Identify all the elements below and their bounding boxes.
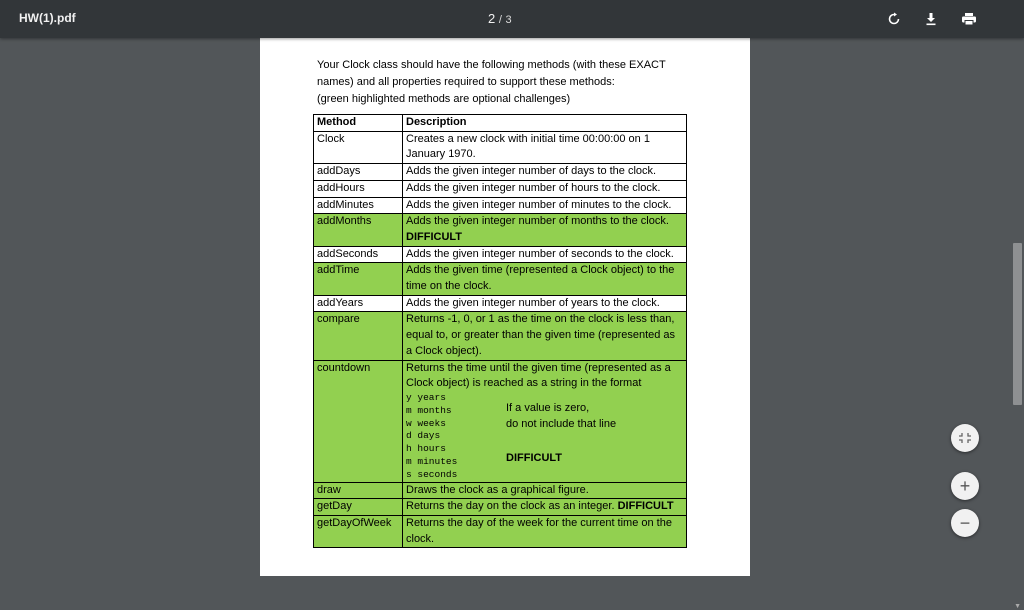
method-description [403, 360, 687, 482]
table-row [314, 197, 687, 214]
difficult-label: DIFFICULT [406, 230, 463, 243]
difficult-label: DIFFICULT [506, 451, 563, 464]
zoom-in-icon: + [959, 475, 971, 496]
method-name: countdown [314, 360, 403, 482]
description-text: Adds the given integer number of months to the clock. [406, 215, 669, 228]
rotate-button[interactable] [885, 10, 903, 28]
intro-text [317, 57, 697, 108]
method-description: Adds the given integer number of hours to the clock. [403, 180, 687, 197]
table-row-highlighted [314, 214, 687, 246]
method-description: Returns -1, 0, or 1 as the time on the clock is less than, equal to, or greater than the given time (represented as a Clock object). [403, 312, 687, 360]
format-block [406, 392, 683, 482]
method-description: Adds the given time (represented a Clock object) to the time on the clock. [403, 263, 687, 295]
method-description: Adds the given integer number of minutes to the clock. [403, 197, 687, 214]
table-row [314, 295, 687, 312]
scroll-down-arrow[interactable]: ▼ [1014, 603, 1021, 610]
table-row-highlighted [314, 312, 687, 360]
fit-page-icon [959, 432, 971, 444]
page-current[interactable]: 2 [488, 11, 496, 26]
method-description: Returns the day of the week for the current time on the clock. [403, 515, 687, 547]
table-header-row [314, 115, 687, 132]
page-indicator [488, 11, 512, 26]
description-text: Returns the day on the clock as an integer. [406, 500, 615, 513]
table-row [314, 131, 687, 163]
header-method: Method [314, 115, 403, 132]
format-line: w weeks [406, 417, 446, 429]
header-description: Description [403, 115, 687, 132]
method-description: Adds the given integer number of years to the clock. [403, 295, 687, 312]
zoom-in-button[interactable] [951, 472, 979, 500]
method-name: addTime [314, 263, 403, 295]
method-name: addDays [314, 164, 403, 181]
method-name: compare [314, 312, 403, 360]
format-line: s seconds [406, 468, 458, 480]
table-row [314, 164, 687, 181]
format-line: y years [406, 391, 446, 403]
table-row-highlighted [314, 515, 687, 547]
method-name: Clock [314, 131, 403, 163]
zoom-out-button[interactable] [951, 509, 979, 537]
method-name: draw [314, 482, 403, 499]
download-icon [924, 12, 938, 26]
method-description: Draws the clock as a graphical figure. [403, 482, 687, 499]
method-name: addMinutes [314, 197, 403, 214]
zoom-out-icon: − [959, 512, 971, 533]
difficult-label: DIFFICULT [617, 500, 674, 513]
method-name: getDay [314, 499, 403, 516]
methods-table [313, 114, 687, 548]
scrollbar-thumb[interactable] [1013, 243, 1022, 405]
page-separator: / [498, 14, 502, 26]
method-description: Adds the given integer number of days to the clock. [403, 164, 687, 181]
method-name: addHours [314, 180, 403, 197]
method-name: addMonths [314, 214, 403, 246]
table-row-highlighted [314, 499, 687, 516]
format-line: m minutes [406, 455, 458, 467]
intro-line: Your Clock class should have the following methods (with these EXACT [317, 59, 666, 71]
print-icon [961, 12, 977, 26]
method-description [403, 214, 687, 246]
table-row [314, 180, 687, 197]
rotate-icon [887, 12, 901, 26]
print-button[interactable] [960, 10, 978, 28]
method-description: Adds the given integer number of seconds to the clock. [403, 246, 687, 263]
table-row-highlighted [314, 482, 687, 499]
format-line: d days [406, 430, 441, 442]
table-row-highlighted [314, 263, 687, 295]
download-button[interactable] [922, 10, 940, 28]
table-row-countdown [314, 360, 687, 482]
vertical-scrollbar[interactable] [1010, 38, 1024, 610]
method-name: addSeconds [314, 246, 403, 263]
pdf-page [260, 38, 750, 576]
method-name: getDayOfWeek [314, 515, 403, 547]
format-line: h hours [406, 443, 446, 455]
description-text: Returns the time until the given time (represented as a Clock object) is reached as a string in the format [406, 361, 671, 390]
intro-line: (green highlighted methods are optional challenges) [317, 93, 571, 105]
page-total: 3 [505, 14, 512, 26]
method-description: Creates a new clock with initial time 00:00:00 on 1 January 1970. [403, 131, 687, 163]
method-description [403, 499, 687, 516]
fit-page-button[interactable] [951, 424, 979, 452]
intro-line: names) and all properties required to support these methods: [317, 76, 615, 88]
format-line: m months [406, 404, 452, 416]
zero-note: If a value is zero, [506, 401, 590, 414]
pdf-toolbar [0, 0, 1024, 38]
zero-note: do not include that line [506, 417, 617, 430]
document-title: HW(1).pdf [19, 11, 76, 25]
table-row [314, 246, 687, 263]
method-name: addYears [314, 295, 403, 312]
